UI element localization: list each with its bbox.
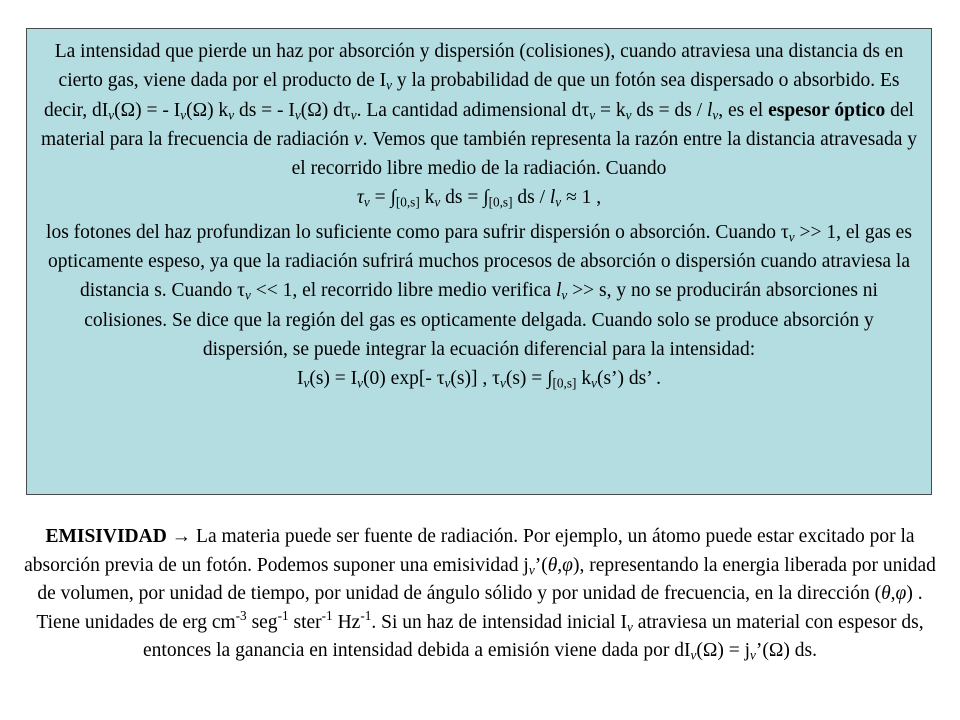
text: = ∫ [369, 187, 396, 209]
nu-subscript: ν [528, 562, 535, 578]
text: . Si un haz de intensidad inicial I [371, 611, 627, 633]
exponent: -3 [235, 607, 247, 623]
nu-symbol: ν [353, 128, 363, 150]
nu-subscript: ν [386, 78, 393, 93]
mean-free-path-symbol: l [706, 99, 713, 121]
nu-subscript: ν [690, 648, 697, 664]
nu-subscript: ν [180, 107, 187, 123]
text: (0) exp[- τ [363, 368, 445, 390]
section-title: EMISIVIDAD [45, 526, 167, 547]
text: ’(Ω) ds. [755, 640, 817, 662]
text: ≈ 1 , [561, 187, 602, 209]
nu-subscript: ν [108, 107, 115, 123]
text: La intensidad que pierde un haz por absorción y dispersión (colisiones), cuando atraviesa una distancia ds en cierto gas, viene dada por el producto de I [54, 41, 904, 92]
theta-symbol: θ [547, 554, 558, 576]
mean-free-path-symbol: l [549, 187, 556, 209]
text: . Vemos que también representa la razón entre la distancia atravesada y el recorrido libre medio de la radiación. Cuando [291, 128, 917, 180]
nu-subscript: ν [589, 107, 596, 123]
integral-limits: [0,s] [395, 195, 420, 211]
tau-symbol: τ [356, 187, 364, 209]
text: = k [595, 99, 626, 121]
text: ) . Tiene unidades de erg cm [36, 583, 923, 633]
optical-depth-equation [41, 183, 917, 212]
exponent: -1 [321, 607, 333, 623]
nu-subscript: ν [788, 229, 795, 245]
text: ds / [512, 187, 550, 209]
nu-subscript: ν [591, 375, 597, 391]
text: . La cantidad adimensional dτ [356, 99, 590, 121]
text: los fotones del haz profundizan lo suficiente como para sufrir dispersión o absorción. Cuando τ [46, 221, 789, 243]
text: << 1, el recorrido libre medio verifica [250, 280, 556, 302]
nu-subscript: ν [303, 375, 310, 391]
integral-limits: [0,s] [488, 195, 513, 211]
nu-subscript: ν [712, 107, 719, 123]
theta-symbol: θ [881, 583, 891, 605]
bold-term: espesor óptico [768, 99, 886, 121]
definition-box [26, 28, 932, 495]
text: y la probabilidad de que un fotón sea dispersado o absorbido. Es decir, dI [44, 70, 900, 121]
text: , [890, 583, 896, 605]
nu-subscript: ν [294, 107, 301, 123]
text: ’( [534, 554, 548, 576]
nu-subscript: ν [561, 288, 568, 304]
nu-subscript: ν [363, 195, 370, 211]
text: atraviesa un material con espesor ds, entonces la ganancia en intensidad debida a emisión viene dada por dI [143, 611, 924, 662]
nu-subscript: ν [434, 195, 441, 211]
text: (s)] , τ [450, 368, 500, 390]
text: ), representando la energia liberada por unidad de volumen, por unidad de tiempo, por unidad de ángulo sólido y por unidad de frecuencia, en la dirección ( [37, 554, 936, 605]
text: (Ω) k [186, 99, 229, 121]
text: , [557, 554, 563, 576]
integral-limits: [0,s] [552, 375, 577, 391]
text: (Ω) dτ [300, 99, 351, 121]
text: ds = ds / [631, 99, 707, 121]
phi-symbol: φ [562, 554, 573, 576]
text: La materia puede ser fuente de radiación. Por ejemplo, un átomo puede estar excitado por la absorción previa de un fotón. Podemos suponer una emisividad j [24, 526, 915, 576]
right-arrow-icon: → [166, 526, 197, 547]
text: k [419, 187, 435, 209]
nu-subscript: ν [357, 375, 364, 391]
text: , es el [718, 99, 769, 121]
text: >> 1, el gas es opticamente espeso, ya que la radiación sufrirá muchos procesos de absorción o dispersión cuando atraviesa la distancia s. Cuando τ [47, 221, 912, 302]
nu-subscript: ν [228, 107, 235, 123]
emissivity-paragraph [14, 523, 946, 666]
exponent: -1 [360, 607, 372, 623]
exponent: -1 [277, 607, 289, 623]
text: (Ω) = j [696, 640, 750, 662]
nu-subscript: ν [444, 375, 451, 391]
text: ds = ∫ [440, 187, 489, 209]
text: seg [246, 611, 278, 633]
thickness-paragraph [41, 218, 917, 364]
nu-subscript: ν [626, 619, 633, 635]
nu-subscript: ν [244, 288, 251, 304]
mean-free-path-symbol: l [556, 280, 562, 302]
text: del material para la frecuencia de radiación [41, 99, 914, 150]
text: I [296, 368, 304, 390]
text: Hz [332, 611, 361, 633]
emissivity-section [14, 523, 946, 666]
text: >> s, y no se producirán absorciones ni colisiones. Se dice que la región del gas es opticamente delgada. Cuando solo se produce absorción y dispersión, se puede integrar la ecuación diferencial para la intensidad: [84, 280, 878, 360]
nu-subscript: ν [499, 375, 506, 391]
optical-depth-paragraph [41, 37, 917, 183]
text: (s) = I [309, 368, 358, 390]
text: ster [288, 611, 322, 633]
text: k [576, 368, 592, 390]
text: (s) = ∫ [505, 368, 553, 390]
phi-symbol: φ [895, 583, 907, 605]
nu-subscript: ν [625, 107, 632, 123]
nu-subscript: ν [350, 107, 357, 123]
intensity-solution-equation [41, 364, 917, 393]
nu-subscript: ν [555, 195, 562, 211]
nu-subscript: ν [750, 648, 756, 664]
text: ds = - I [234, 99, 295, 121]
text: (Ω) = - I [114, 99, 181, 121]
text: (s’) ds’ . [596, 368, 662, 390]
